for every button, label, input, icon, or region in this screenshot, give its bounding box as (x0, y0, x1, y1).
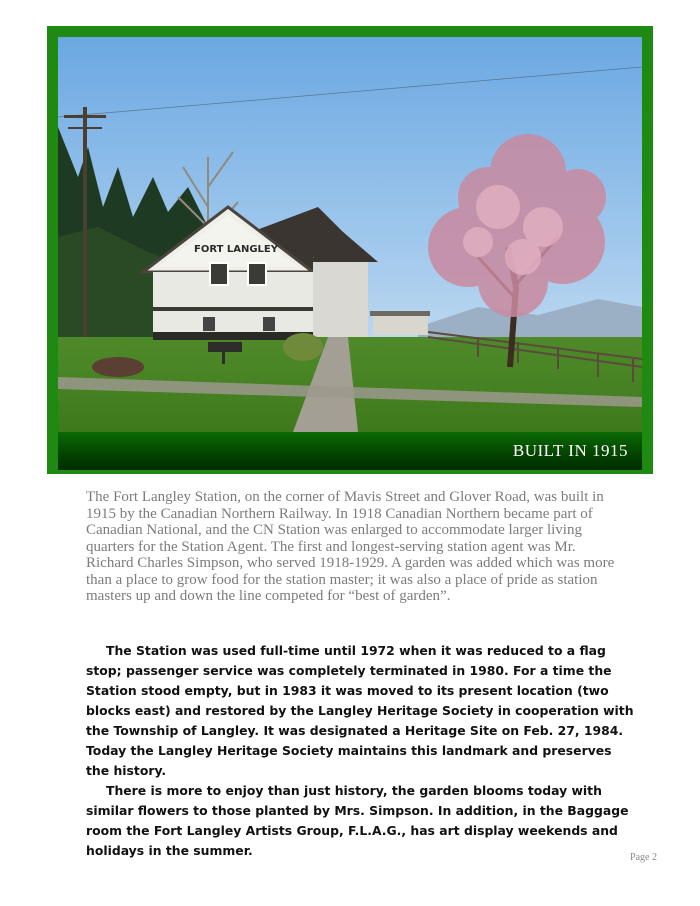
intro-paragraph: The Fort Langley Station, on the corner of Mavis Street and Glover Road, was built in 1915 by the Canadian Northern Railway. In 1918 Canadian Northern became part of Canadian National, and the CN Station was enlarged to accommodate larger living quarters for the Station Agent. The first and longest-serving station agent was Mr. Richard Charles Simpson, who served 1918-1929. A garden was added which was more than a place to grow food for the station master; it was also a place of pride as station masters up and down the line competed for “best of garden”. (86, 489, 615, 604)
page-number: Page 2 (630, 852, 657, 863)
history-paragraph-1: The Station was used full-time until 1972 when it was reduced to a flag stop; passenger service was completely terminated in 1980. For a time the Station stood empty, but in 1983 it was moved to its present location (two blocks east) and restored by the Langley Heritage Society in cooperation with the Township of Langley. It was designated a Heritage Site on Feb. 27, 1984. Today the Langley Heritage Society maintains this landmark and preserves the history. (86, 643, 634, 778)
photo-frame (47, 26, 653, 474)
photo-caption-bar (58, 432, 642, 470)
station-photo (58, 37, 642, 432)
photo-caption: BUILT IN 1915 (512, 441, 628, 460)
history-section (86, 641, 634, 861)
history-paragraph-2: There is more to enjoy than just history, the garden blooms today with similar flowers to those planted by Mrs. Simpson. In addition, in the Baggage room the Fort Langley Artists Group, F.L.A.G., has art display weekends and holidays in the summer. (86, 783, 629, 858)
station-sign: FORT LANGLEY (193, 244, 279, 255)
